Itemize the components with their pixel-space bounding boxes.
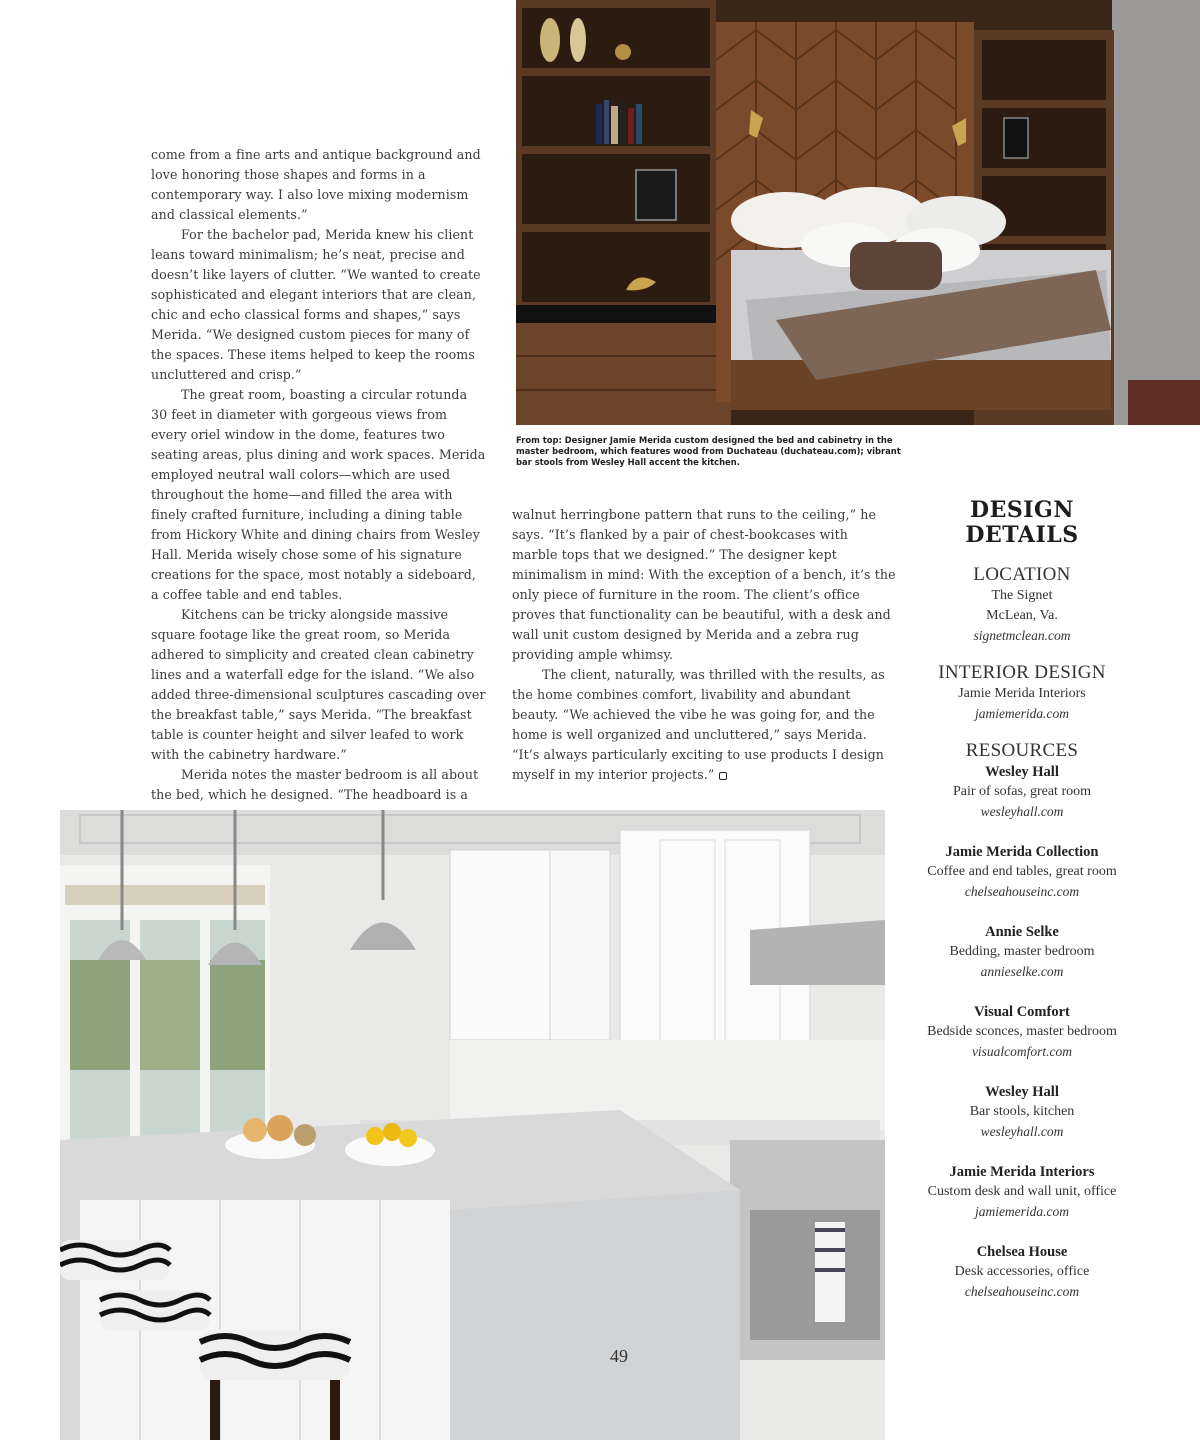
resource-description: Bar stools, kitchen [969,1104,1075,1119]
kitchen-photo [60,810,885,1440]
resource-item [912,762,1132,822]
location-heading: LOCATION [973,564,1071,585]
page-number: 49 [610,1346,628,1366]
photo-caption: From top: Designer Jamie Merida custom designed the bed and cabinetry in the master bedroom, which features wood from Duchateau (duchateau.com); vibrant bar stools from Wesley Hall accent the kitchen. [516,435,901,467]
resource-name: Jamie Merida Collection [945,844,1099,860]
paragraph: come from a fine arts and antique background and love honoring those shapes and forms in a contemporary way. I also love mixing modernism and classical elements.” [151,147,481,222]
resource-description: Pair of sofas, great room [952,784,1092,799]
paragraph: The great room, boasting a circular rotunda 30 feet in diameter with gorgeous views from every oriel window in the dome, features two seating areas, plus dining and work spaces. Merida employed neutral wall colors—which are used throughout the home—and filled the area with finely crafted furniture, including a dining table from Hickory White and dining chairs from Wesley Hall. Merida wisely chose some of his signature creations for the space, most notably a sideboard, a coffee table and end tables. [151,387,486,602]
location-url[interactable]: signetmclean.com [973,628,1071,643]
resource-url[interactable]: wesleyhall.com [980,804,1064,819]
resource-description: Bedside sconces, master bedroom [927,1024,1117,1039]
resource-name: Visual Comfort [974,1004,1070,1020]
paragraph [512,665,897,785]
resource-item [912,1162,1132,1222]
resources-heading: RESOURCES [965,740,1079,761]
resource-url[interactable]: chelseahouseinc.com [964,884,1080,899]
resource-item [912,842,1132,902]
resource-url[interactable]: jamiemerida.com [974,1204,1070,1219]
resource-name: Wesley Hall [985,764,1059,780]
sidebar-title-line-1: DESIGN [970,497,1074,523]
article-column-2 [512,505,897,785]
interior-design-heading: INTERIOR DESIGN [938,662,1106,683]
bedroom-photo [516,0,1200,425]
interior-design-url[interactable]: jamiemerida.com [974,706,1070,721]
resource-item [912,922,1132,982]
end-of-article-icon [719,772,727,780]
location-city: McLean, Va. [986,608,1058,623]
resource-name: Jamie Merida Interiors [949,1164,1095,1180]
resource-url[interactable]: wesleyhall.com [980,1124,1064,1139]
resource-item [912,1082,1132,1142]
interior-design-name: Jamie Merida Interiors [958,686,1086,701]
design-details-sidebar [912,498,1132,1322]
resource-description: Coffee and end tables, great room [927,864,1117,879]
resource-url[interactable]: annieselke.com [980,964,1064,979]
paragraph: Kitchens can be tricky alongside massive square footage like the great room, so Merida adhered to simplicity and created clean cabinetry lines and a waterfall edge for the island. “We also added three-dimensional sculptures cascading over the breakfast table,” says Merida. “The breakfast table is counter height and silver leafed to work with the cabinetry hardware.” [151,607,486,762]
resource-description: Custom desk and wall unit, office [927,1184,1117,1199]
paragraph: walnut herringbone pattern that runs to the ceiling,” he says. “It’s flanked by a pair of chest-bookcases with marble tops that we designed.” The designer kept minimalism in mind: With the exception of a bench, it’s the only piece of furniture in the room. The client’s office proves that functionality can be beautiful, with a desk and wall unit custom designed by Merida and a zebra rug providing ample whimsy. [512,507,896,662]
resource-item [912,1242,1132,1302]
resource-name: Wesley Hall [985,1084,1059,1100]
sidebar-title-line-2: DETAILS [965,522,1079,548]
resource-name: Annie Selke [985,924,1059,940]
location-name: The Signet [991,588,1053,603]
resource-url[interactable]: chelseahouseinc.com [964,1284,1080,1299]
resource-url[interactable]: visualcomfort.com [971,1044,1073,1059]
resource-name: Chelsea House [976,1244,1068,1260]
paragraph: Merida notes the master bedroom is all about the bed, which he designed. “The headboard is a [151,767,479,802]
resource-description: Desk accessories, office [954,1264,1090,1279]
sidebar-title [912,498,1132,548]
resource-item [912,1002,1132,1062]
paragraph: For the bachelor pad, Merida knew his client leans toward minimalism; he’s neat, precise and doesn’t like layers of clutter. “We wanted to create sophisticated and elegant interiors that are clean, chic and echo classical forms and shapes,” says Merida. “We designed custom pieces for many of the spaces. These items helped to keep the rooms uncluttered and crisp.” [151,227,481,382]
resource-description: Bedding, master bedroom [949,944,1095,959]
article-column-1 [151,145,486,805]
paragraph-text: The client, naturally, was thrilled with the results, as the home combines comfort, livability and abundant beauty. “We achieved the vibe he was going for, and the home is well organized and uncluttered,” says Merida. “It’s always particularly exciting to use products I design myself in my interior projects.” [512,667,885,782]
